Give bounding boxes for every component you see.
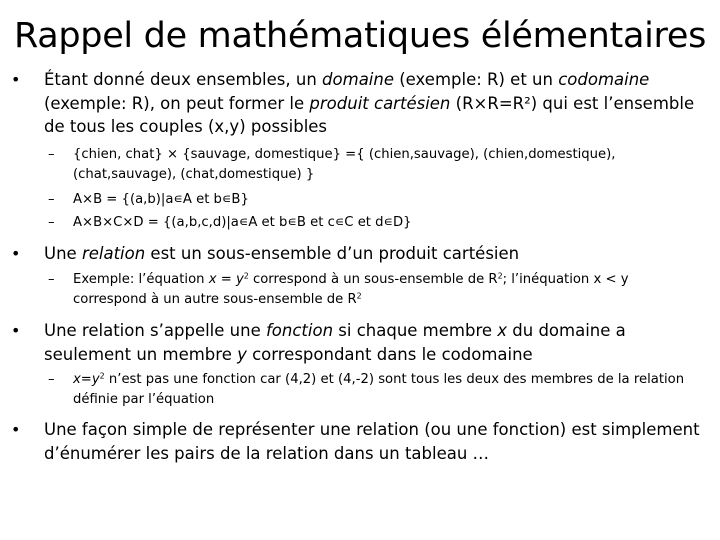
math-x-equals-y: x = y <box>208 272 244 287</box>
term-fonction: fonction <box>265 321 334 340</box>
sub-bullet-dash: – <box>48 272 55 287</box>
text: n’est pas une fonction car (4,2) et (4,-2) sont tous les deux des membres de la relation définie par l’équation <box>73 372 685 407</box>
bullet-tableau <box>11 418 704 465</box>
superscript: 2 <box>356 291 362 301</box>
text: (exemple: R) et un <box>394 70 559 89</box>
text: (exemple: R), on peut former le <box>44 93 310 113</box>
text: correspond à un sous-ensemble de R <box>248 272 498 287</box>
bullet-dot: • <box>11 244 21 263</box>
text: Une façon simple de représenter une relation (ou une fonction) est simplement d’énumérer les pairs de la relation dans un tableau … <box>44 420 700 463</box>
bullet-relation <box>11 242 704 266</box>
math-y: y <box>237 344 247 364</box>
bullet-fonction <box>11 319 704 366</box>
text: (R×R=R²) qui est l’ensemble de tous les couples (x,y) possibles <box>44 93 695 136</box>
sub-bullet-equation-example <box>48 270 703 309</box>
slide-title: Rappel de mathématiques élémentaires <box>13 16 707 56</box>
superscript: 2 <box>99 371 105 381</box>
sub-bullet-axbxcxd <box>48 213 703 233</box>
text: si chaque membre <box>333 321 498 340</box>
bullet-dot: • <box>11 70 21 89</box>
text: ; l’inéquation x < y correspond à un autre sous-ensemble de R <box>73 272 629 307</box>
math-x: x <box>497 321 508 340</box>
superscript: 2 <box>243 271 249 281</box>
text: correspondant dans le codomaine <box>246 344 533 364</box>
text: Étant donné deux ensembles, un <box>44 70 323 89</box>
text: A×B = {(a,b)|a∊A et b∊B} <box>73 192 249 207</box>
text: du domaine a seulement un membre <box>44 321 626 364</box>
term-relation: relation <box>81 244 146 263</box>
text: est un sous-ensemble d’un produit cartésien <box>145 244 520 263</box>
text: {chien, chat} × {sauvage, domestique} ={ (chien,sauvage), (chien,domestique), (chat,sauvage), (chat,domestique) } <box>73 147 616 182</box>
text: Une <box>44 244 82 263</box>
superscript: 2 <box>497 271 503 281</box>
text: A×B×C×D = {(a,b,c,d)|a∊A et b∊B et c∊C et d∊D} <box>73 215 412 230</box>
sub-bullet-dash: – <box>48 147 55 162</box>
sub-bullet-dash: – <box>48 192 55 207</box>
bullet-dot: • <box>11 420 21 439</box>
bullet-dot: • <box>11 321 21 340</box>
text: Exemple: l’équation <box>73 272 209 287</box>
term-produit-cartesien: produit cartésien <box>309 93 451 113</box>
math-x-equals-y: x=y <box>73 372 100 387</box>
sub-bullet-dash: – <box>48 215 55 230</box>
sub-bullet-not-a-function <box>48 370 703 409</box>
sub-bullet-axb <box>48 190 703 210</box>
text: Une relation s’appelle une <box>44 321 266 340</box>
term-domaine: domaine <box>322 70 394 89</box>
sub-bullet-example-sets <box>48 145 703 184</box>
term-codomaine: codomaine <box>558 70 650 89</box>
sub-bullet-dash: – <box>48 372 55 387</box>
bullet-cartesian-product <box>11 68 704 139</box>
